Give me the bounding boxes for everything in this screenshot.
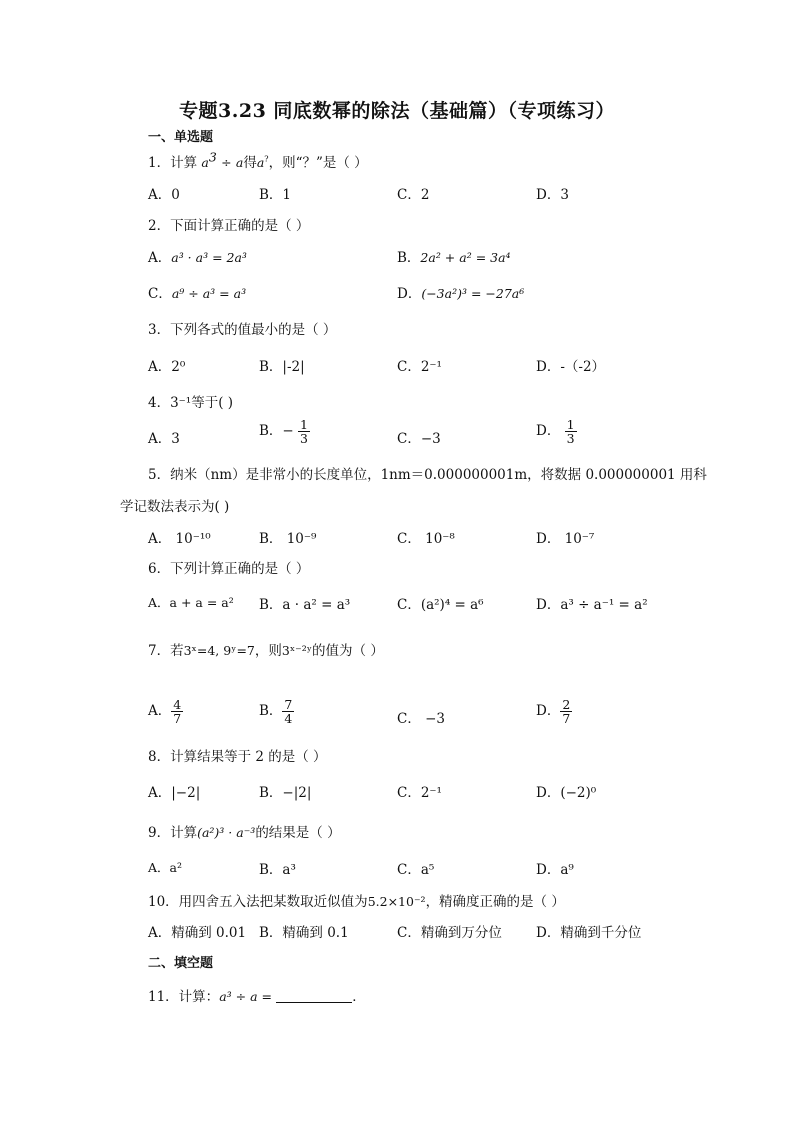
question-8-option-d: D．(−2)⁰ xyxy=(536,785,597,801)
question-5-option-a: A． 10⁻¹⁰ xyxy=(148,531,211,547)
question-4-option-b: B．− $\frac{1}{3}$ xyxy=(259,417,308,447)
question-2-option-c: C．a⁹ ÷ a³ = a³ xyxy=(148,286,247,302)
question-4-option-a: A．3 xyxy=(148,431,180,447)
question-3-option-c: C．2⁻¹ xyxy=(397,359,442,375)
question-8-stem: 8．计算结果等于 2 的是（ ） xyxy=(148,749,327,765)
question-7-option-a: A． $\frac{4}{7}$ xyxy=(148,697,182,727)
question-4-option-c: C．−3 xyxy=(397,431,441,447)
question-9-option-c: C．a⁵ xyxy=(397,862,435,878)
question-6-option-c: C．(a²)⁴ = a⁶ xyxy=(397,597,484,613)
answer-blank[interactable] xyxy=(276,988,352,1003)
question-3-stem: 3．下列各式的值最小的是（ ） xyxy=(148,322,337,338)
question-4-stem: 4．3⁻¹等于( ) xyxy=(148,395,234,411)
fraction: $\frac{2}{7}$ xyxy=(562,697,571,727)
question-5-stem-line-1: 5．纳米（nm）是非常小的长度单位，1nm＝0.000000001m，将数据 0.000000001 用科 xyxy=(148,467,707,483)
question-1-option-b: B．1 xyxy=(259,187,292,203)
question-2-option-b: B．2a² + a² = 3a⁴ xyxy=(397,250,511,266)
question-1-option-c: C．2 xyxy=(397,187,430,203)
question-9-option-d: D．a⁹ xyxy=(536,862,574,878)
question-6-stem: 6．下列计算正确的是（ ） xyxy=(148,561,310,577)
fraction: $\frac{1}{3}$ xyxy=(566,417,575,447)
section-heading-fill-blank: 二、填空题 xyxy=(148,956,214,971)
question-3-option-b: B．|-2| xyxy=(259,359,305,375)
question-8-option-a: A．|−2| xyxy=(148,785,201,801)
question-8-option-b: B．−|2| xyxy=(259,785,312,801)
question-6-option-b: B．a · a² = a³ xyxy=(259,597,351,613)
question-9-stem: 9．计算(a²)³ · a⁻³的结果是（ ） xyxy=(148,825,341,841)
question-10-option-d: D．精确到千分位 xyxy=(536,925,642,941)
question-8-option-c: C．2⁻¹ xyxy=(397,785,442,801)
question-2-option-d: D．(−3a²)³ = −27a⁶ xyxy=(397,286,525,302)
question-10-stem: 10．用四舍五入法把某数取近似值为5.2×10⁻²，精确度正确的是（ ） xyxy=(148,894,565,910)
question-11-stem: 11．计算：a³ ÷ a = ． xyxy=(148,989,366,1005)
section-heading-single-choice: 一、单选题 xyxy=(148,130,214,145)
question-6-option-a: A．a + a = a² xyxy=(148,595,234,610)
question-5-stem-line-2: 学记数法表示为( ) xyxy=(120,499,230,515)
question-1-stem: 1．计算 $a^3 \div a$得a?，则“？”是（ ） xyxy=(148,149,368,171)
fraction: $\frac{4}{7}$ xyxy=(173,697,182,727)
question-7-stem: 7．若3ˣ=4, 9ʸ=7，则3ˣ⁻²ʸ的值为（ ） xyxy=(148,643,384,659)
page-title: 专题3.23 同底数幂的除法（基础篇）（专项练习） xyxy=(179,100,615,122)
question-5-option-b: B． 10⁻⁹ xyxy=(259,531,317,547)
question-3-option-d: D．-（-2） xyxy=(536,359,606,375)
question-7-option-d: D． $\frac{2}{7}$ xyxy=(536,697,571,727)
question-6-option-d: D．a³ ÷ a⁻¹ = a² xyxy=(536,597,648,613)
question-10-option-a: A．精确到 0.01 xyxy=(148,925,247,941)
question-9-option-b: B．a³ xyxy=(259,862,296,878)
question-1-option-d: D．3 xyxy=(536,187,569,203)
question-4-option-d: D． $\frac{1}{3}$ xyxy=(536,417,575,447)
question-10-option-b: B．精确到 0.1 xyxy=(259,925,349,941)
question-5-option-d: D． 10⁻⁷ xyxy=(536,531,595,547)
question-10-option-c: C．精确到万分位 xyxy=(397,925,502,941)
fraction: $\frac{7}{4}$ xyxy=(284,697,293,727)
question-7-option-c: C． −3 xyxy=(397,711,446,727)
question-1-option-a: A．0 xyxy=(148,187,180,203)
question-2-stem: 2．下面计算正确的是（ ） xyxy=(148,218,310,234)
question-9-option-a: A．a² xyxy=(148,860,182,875)
question-2-option-a: A．a³ · a³ = 2a³ xyxy=(148,250,247,266)
question-3-option-a: A．2⁰ xyxy=(148,359,186,375)
question-5-option-c: C． 10⁻⁸ xyxy=(397,531,455,547)
question-7-option-b: B． $\frac{7}{4}$ xyxy=(259,697,293,727)
fraction: $\frac{1}{3}$ xyxy=(300,417,308,447)
